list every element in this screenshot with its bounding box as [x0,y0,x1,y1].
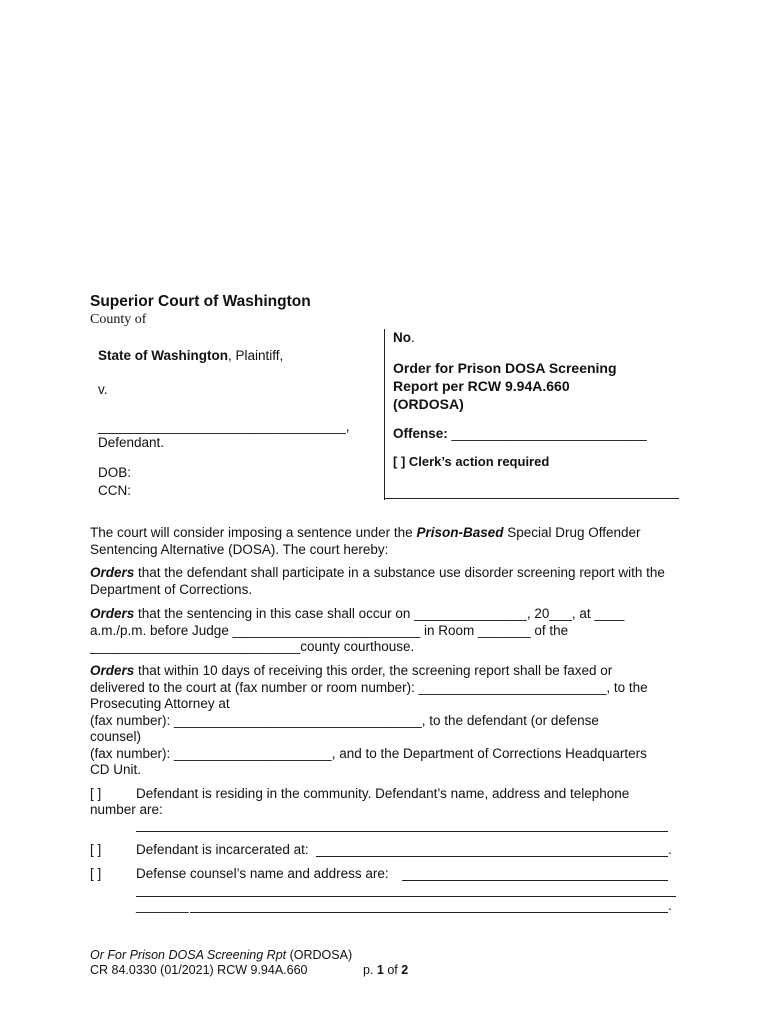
counsel-line-3-start: _______ [136,898,189,913]
document-title-line-3: (ORDOSA) [393,396,464,412]
footer-form-title [90,948,352,962]
orders-word: Orders [90,565,135,580]
case-number [393,330,415,345]
order-sentencing-line-1: that the sentencing in this case shall occur on _______________, 20___, at ____ [134,606,625,621]
versus-label: v. [98,382,108,397]
order-report-line-5: counsel) [90,729,142,744]
order-report-line-7: CD Unit. [90,762,142,777]
document-title-line-2: Report per RCW 9.94A.660 [393,378,570,394]
order-report-paragraph [90,663,680,779]
counsel-period: . [668,898,672,913]
page-prefix: p. [363,963,377,977]
page-of: of [383,963,402,977]
community-checkbox[interactable]: [ ] [90,786,102,801]
intro-paragraph [90,525,680,558]
offense-label: Offense: [393,426,448,441]
court-name: Superior Court of Washington [90,293,311,310]
document-title [393,359,617,413]
offense-blank: __________________________ [451,426,647,441]
plaintiff-name: State of Washington [98,348,228,363]
offense-field [393,426,647,441]
defendant-name-line: _________________________________, [98,419,350,434]
footer-page-number [363,963,408,977]
order-sentencing-line-3: ____________________________county courthouse. [90,639,415,654]
intro-emphasis: Prison-Based [416,525,504,540]
county-label: County of [90,312,147,327]
caption-divider-vertical [384,329,385,500]
incarcerated-text: Defendant is incarcerated at: [136,842,309,857]
counsel-line-2[interactable] [136,896,676,897]
order-report-line-4: (fax number): _________________________________, to the defendant (or defense [90,712,599,728]
footer-form-abbrev: (ORDOSA) [286,948,353,962]
intro-text-b: Special Drug Offender Sentencing Alternative (DOSA). The court hereby: [90,525,641,557]
plaintiff-role: , Plaintiff, [228,348,284,363]
order-report-line-1: that within 10 days of receiving this order, the screening report shall be faxed or [134,663,613,678]
incarcerated-period: . [668,842,672,857]
page-total: 2 [401,963,409,977]
order-screening-paragraph [90,565,680,598]
case-number-label: No [393,330,411,345]
defendant-label: Defendant. [98,435,165,450]
orders-word: Orders [90,606,135,621]
order-report-line-3: Prosecuting Attorney at [90,696,230,711]
counsel-checkbox[interactable]: [ ] [90,866,102,881]
document-title-line-1: Order for Prison DOSA Screening [393,360,617,376]
caption-divider-horizontal [384,498,679,499]
order-report-line-6: (fax number): _____________________, and to the Department of Corrections Headquarters [90,745,647,761]
ccn-label: CCN: [98,483,131,498]
counsel-line-1[interactable] [402,880,668,881]
incarcerated-location-line[interactable] [316,856,668,857]
order-sentencing-paragraph [90,606,680,656]
page-current: 1 [376,963,384,977]
clerk-action-flag: [ ] Clerk’s action required [393,454,550,469]
order-report-line-2: delivered to the court at (fax number or room number): _________________________, to the [90,679,648,695]
footer-form-title-italic: Or For Prison DOSA Screening Rpt [90,948,287,962]
community-text-line-1: Defendant is residing in the community. Defendant’s name, address and telephone [136,786,630,801]
order-sentencing-line-2: a.m./p.m. before Judge _________________________ in Room _______ of the [90,622,569,638]
counsel-line-3[interactable] [190,912,668,913]
community-text-line-2: number are: [90,802,163,817]
case-number-dot: . [411,330,415,345]
incarcerated-checkbox[interactable]: [ ] [90,842,102,857]
community-info-line[interactable] [136,831,668,832]
order-screening-text: that the defendant shall participate in a substance use disorder screening report with the Department of Corrections. [90,565,665,597]
counsel-text: Defense counsel’s name and address are: [136,866,389,881]
footer-form-code: CR 84.0330 (01/2021) RCW 9.94A.660 [90,963,308,977]
intro-text-a: The court will consider imposing a sentence under the [90,525,417,540]
orders-word: Orders [90,663,135,678]
dob-label: DOB: [98,465,132,480]
plaintiff-line [98,348,283,363]
